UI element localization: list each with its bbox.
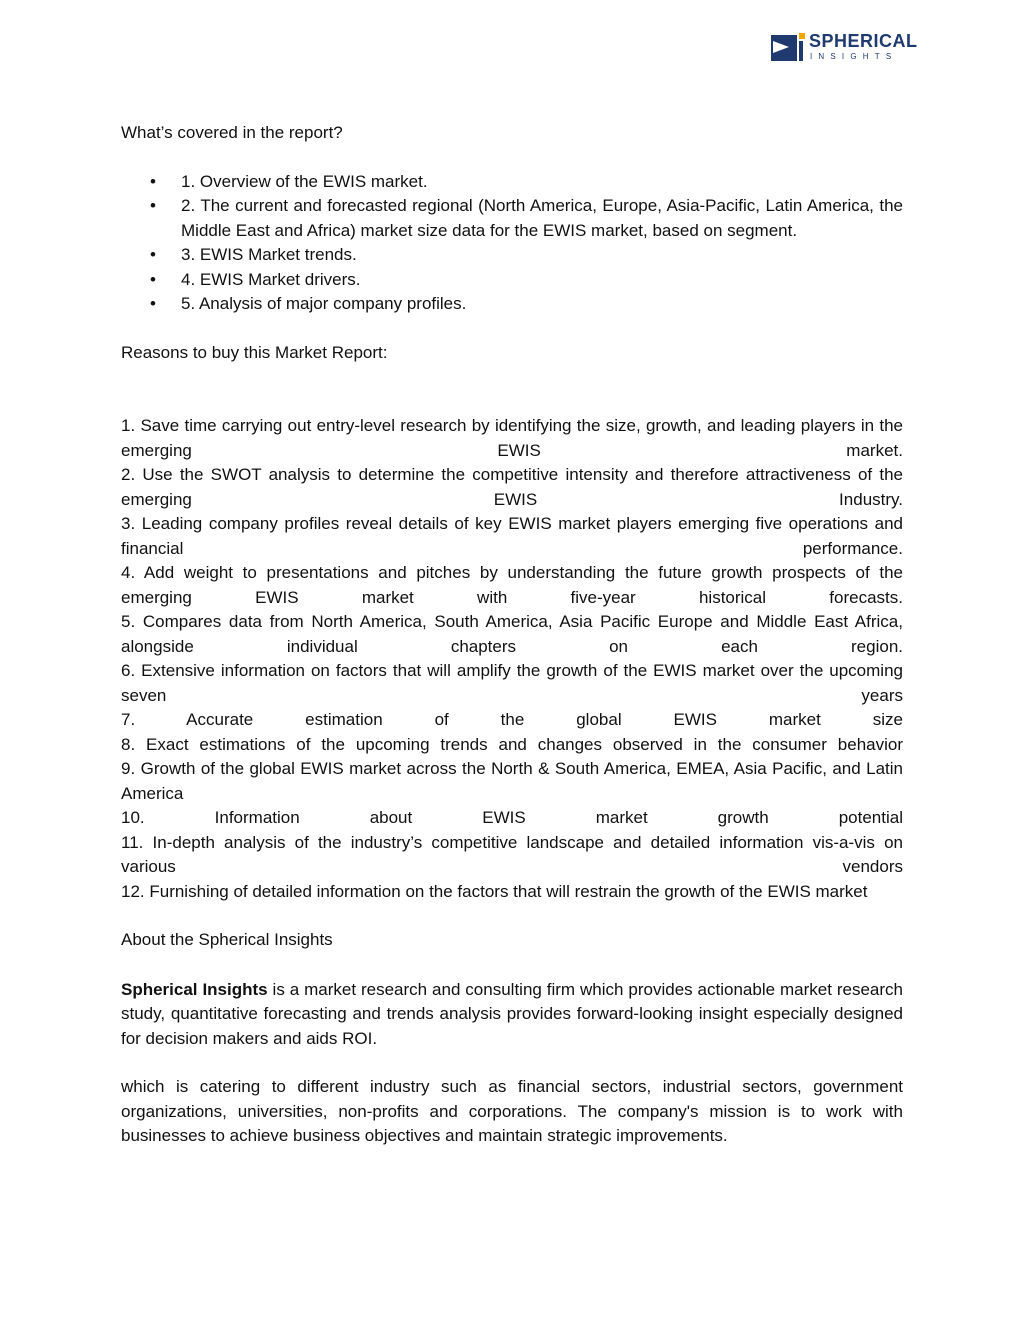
reason-item: 8. Exact estimations of the upcoming trends and changes observed in the consumer behavior	[121, 734, 903, 754]
list-item: • 4. EWIS Market drivers.	[181, 268, 903, 293]
reason-item: 7. Accurate estimation of the global EWIS market size	[121, 710, 903, 729]
covered-heading: What’s covered in the report?	[121, 123, 343, 142]
reason-item: 4. Add weight to presentations and pitches by understanding the future growth prospects of the emerging EWIS market with five-year historical forecasts.	[121, 563, 903, 607]
reason-item: 9. Growth of the global EWIS market across the North & South America, EMEA, Asia Pacific, and Latin America	[121, 759, 903, 803]
list-item: • 5. Analysis of major company profiles.	[181, 292, 903, 317]
reason-item: 11. In-depth analysis of the industry’s competitive landscape and detailed information vis-a-vis on various vendors	[121, 832, 903, 876]
reason-item: 12. Furnishing of detailed information on the factors that will restrain the growth of the EWIS market	[121, 881, 868, 901]
about-heading: About the Spherical Insights	[121, 930, 333, 949]
reason-item: 2. Use the SWOT analysis to determine the competitive intensity and therefore attractiveness of the emerging EWIS Industry.	[121, 465, 903, 509]
about-paragraph	[121, 978, 903, 1052]
list-item: • 1. Overview of the EWIS market.	[181, 170, 903, 195]
about-paragraph-text: is a market research and consulting firm which provides actionable market research study, quantitative forecasting and trends analysis provides forward-looking insight especially designed for decision makers and aids ROI.	[121, 979, 903, 1048]
reason-item: 5. Compares data from North America, South America, Asia Pacific Europe and Middle East Africa, alongside individual chapters on each region.	[121, 612, 903, 656]
covered-list	[121, 170, 903, 317]
company-name: Spherical Insights	[121, 979, 268, 999]
reason-item: 6. Extensive information on factors that will amplify the growth of the EWIS market over the upcoming seven years	[121, 661, 903, 705]
reasons-heading: Reasons to buy this Market Report:	[121, 342, 388, 362]
reasons-list	[121, 414, 903, 904]
document-body	[121, 118, 903, 1149]
list-item: • 2. The current and forecasted regional (North America, Europe, Asia-Pacific, Latin America, the Middle East and Africa) market size data for the EWIS market, based on segment.	[181, 194, 903, 243]
spherical-insights-logo	[771, 31, 918, 65]
logo-subtitle: INSIGHTS	[810, 52, 898, 61]
mission-paragraph: which is catering to different industry such as financial sectors, industrial sectors, government organizations, universities, non-profits and corporations. The company's mission is to work with businesses to achieve business objectives and maintain strategic improvements.	[121, 1077, 903, 1145]
logo-mark-icon	[771, 33, 805, 63]
list-item: • 3. EWIS Market trends.	[181, 243, 903, 268]
reason-item: 1. Save time carrying out entry-level research by identifying the size, growth, and leading players in the emerging EWIS market.	[121, 416, 903, 460]
reason-item: 10. Information about EWIS market growth potential	[121, 808, 903, 827]
logo-name: SPHERICAL	[809, 31, 918, 51]
reason-item: 3. Leading company profiles reveal details of key EWIS market players emerging five operations and financial performance.	[121, 514, 903, 558]
